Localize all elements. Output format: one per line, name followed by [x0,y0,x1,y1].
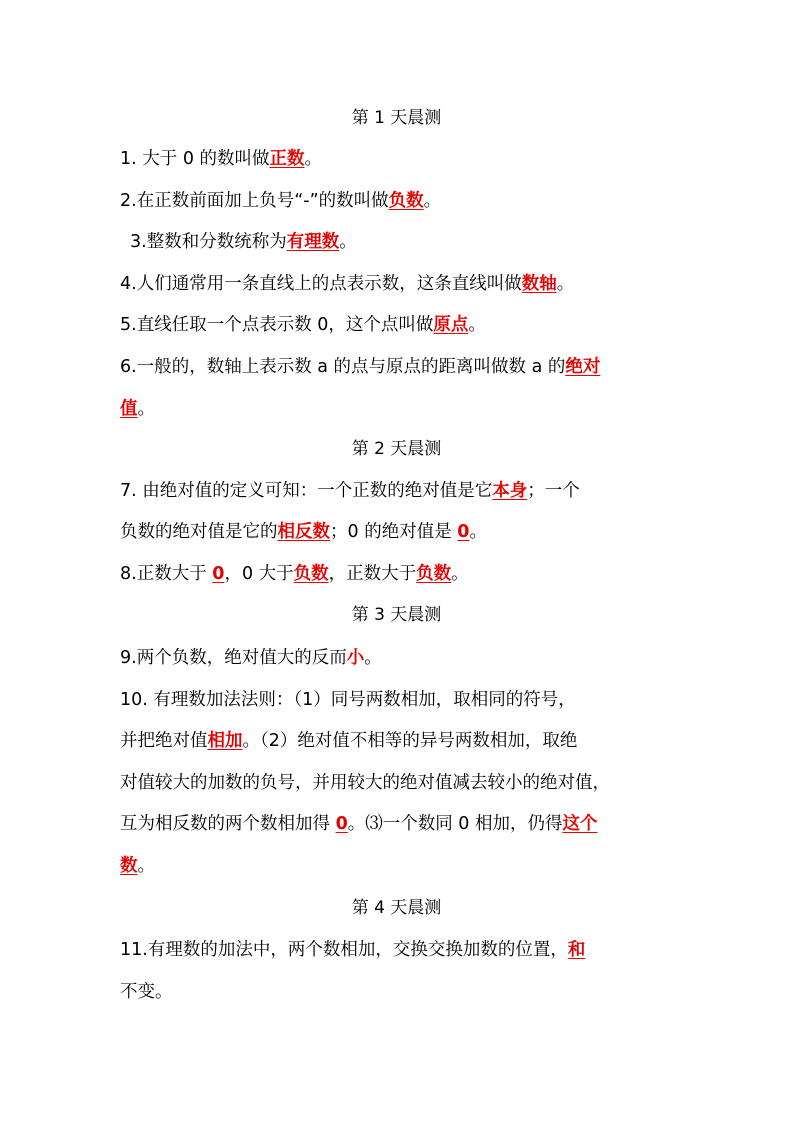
answer-10-2: 0 [335,814,348,834]
question-4 [120,273,680,295]
question-11-line-2 [120,981,680,1003]
question-2 [120,190,680,212]
question-6-line-2 [120,398,680,420]
answer-7-1: 本身 [492,481,528,501]
question-3 [130,231,690,253]
question-9-text: 9.两个负数，绝对值大的反而 [120,648,347,668]
answer-9: 小 [346,648,365,668]
question-1 [120,148,680,170]
question-11-text-2: 不变。 [120,982,173,1002]
question-6-text: 6.一般的，数轴上表示数 a 的点与原点的距离叫做数 a 的 [120,357,566,377]
answer-8-2: 负数 [293,564,329,584]
question-11-line-1 [120,939,680,961]
question-1-text: 1. 大于 0 的数叫做 [120,149,270,169]
question-6-line-1 [120,356,680,378]
answer-8-1: 0 [212,564,225,584]
question-2-text: 2.在正数前面加上负号“-”的数叫做 [120,191,389,211]
answer-11: 和 [567,940,586,960]
question-7-text-2: 负数的绝对值是它的 [120,522,278,542]
question-3-end: 。 [339,232,357,252]
question-7-mid-2: ；0 的绝对值是 [330,522,458,542]
question-6-end: 。 [137,399,155,419]
question-8-end: 。 [451,564,469,584]
question-10-line-1 [120,689,680,711]
question-10-text-1: 10. 有理数加法法则：（1）同号两数相加，取相同的符号， [120,690,576,710]
answer-1: 正数 [269,149,305,169]
answer-7-3: 0 [457,522,470,542]
question-10-line-5 [120,855,680,877]
question-10-text-3: 。（2）绝对值不相等的异号两数相加，取绝 [242,731,578,751]
question-7-line-1 [120,480,680,502]
question-4-end: 。 [556,274,575,294]
question-8-text: 8.正数大于 [120,564,213,584]
question-10-text-5: 互为相反数的两个数相加得 [120,814,336,834]
question-1-end: 。 [304,149,323,169]
question-10-end: 。 [137,856,155,876]
question-5 [120,314,680,336]
answer-4: 数轴 [521,274,557,294]
question-9-end: 。 [364,648,382,668]
question-7-end: 。 [469,522,487,542]
heading-day-3: 第 3 天晨测 [351,605,442,625]
question-3-text: 3.整数和分数统称为 [130,232,287,252]
question-10-text-2: 并把绝对值 [120,731,208,751]
answer-8-3: 负数 [416,564,452,584]
answer-3: 有理数 [286,232,340,252]
question-10-line-4 [120,813,680,835]
question-5-text: 5.直线任取一个点表示数 0，这个点叫做 [120,315,434,335]
question-10-text-4: 对值较大的加数的负号，并用较大的绝对值减去较小的绝对值， [120,773,610,793]
heading-day-4: 第 4 天晨测 [351,898,442,918]
question-10-line-2 [120,730,680,752]
heading-day-1: 第 1 天晨测 [351,108,442,128]
answer-6-part-1: 绝对 [565,357,601,377]
question-9 [120,647,680,669]
answer-6-part-2: 值 [120,399,138,419]
question-5-end: 。 [468,315,486,335]
question-7-mid-1: ；一个 [527,481,580,501]
question-10-text-6: 。⑶一个数同 0 相加，仍得 [347,814,563,834]
answer-10-3-part-1: 这个 [562,814,598,834]
question-7-text: 7. 由绝对值的定义可知：一个正数的绝对值是它 [120,481,493,501]
question-2-end: 。 [423,191,442,211]
heading-day-2: 第 2 天晨测 [351,439,442,459]
question-8-mid-1: ，0 大于 [224,564,294,584]
answer-2: 负数 [388,191,424,211]
question-7-line-2 [120,521,680,543]
question-8 [120,563,680,585]
answer-5: 原点 [433,315,469,335]
question-8-mid-2: ，正数大于 [328,564,417,584]
question-4-text: 4.人们通常用一条直线上的点表示数，这条直线叫做 [120,274,522,294]
answer-10-3-part-2: 数 [120,856,138,876]
question-10-line-3 [120,772,680,794]
answer-10-1: 相加 [207,731,243,751]
answer-7-2: 相反数 [277,522,330,542]
question-11-text-1: 11.有理数的加法中，两个数相加，交换交换加数的位置， [120,940,568,960]
